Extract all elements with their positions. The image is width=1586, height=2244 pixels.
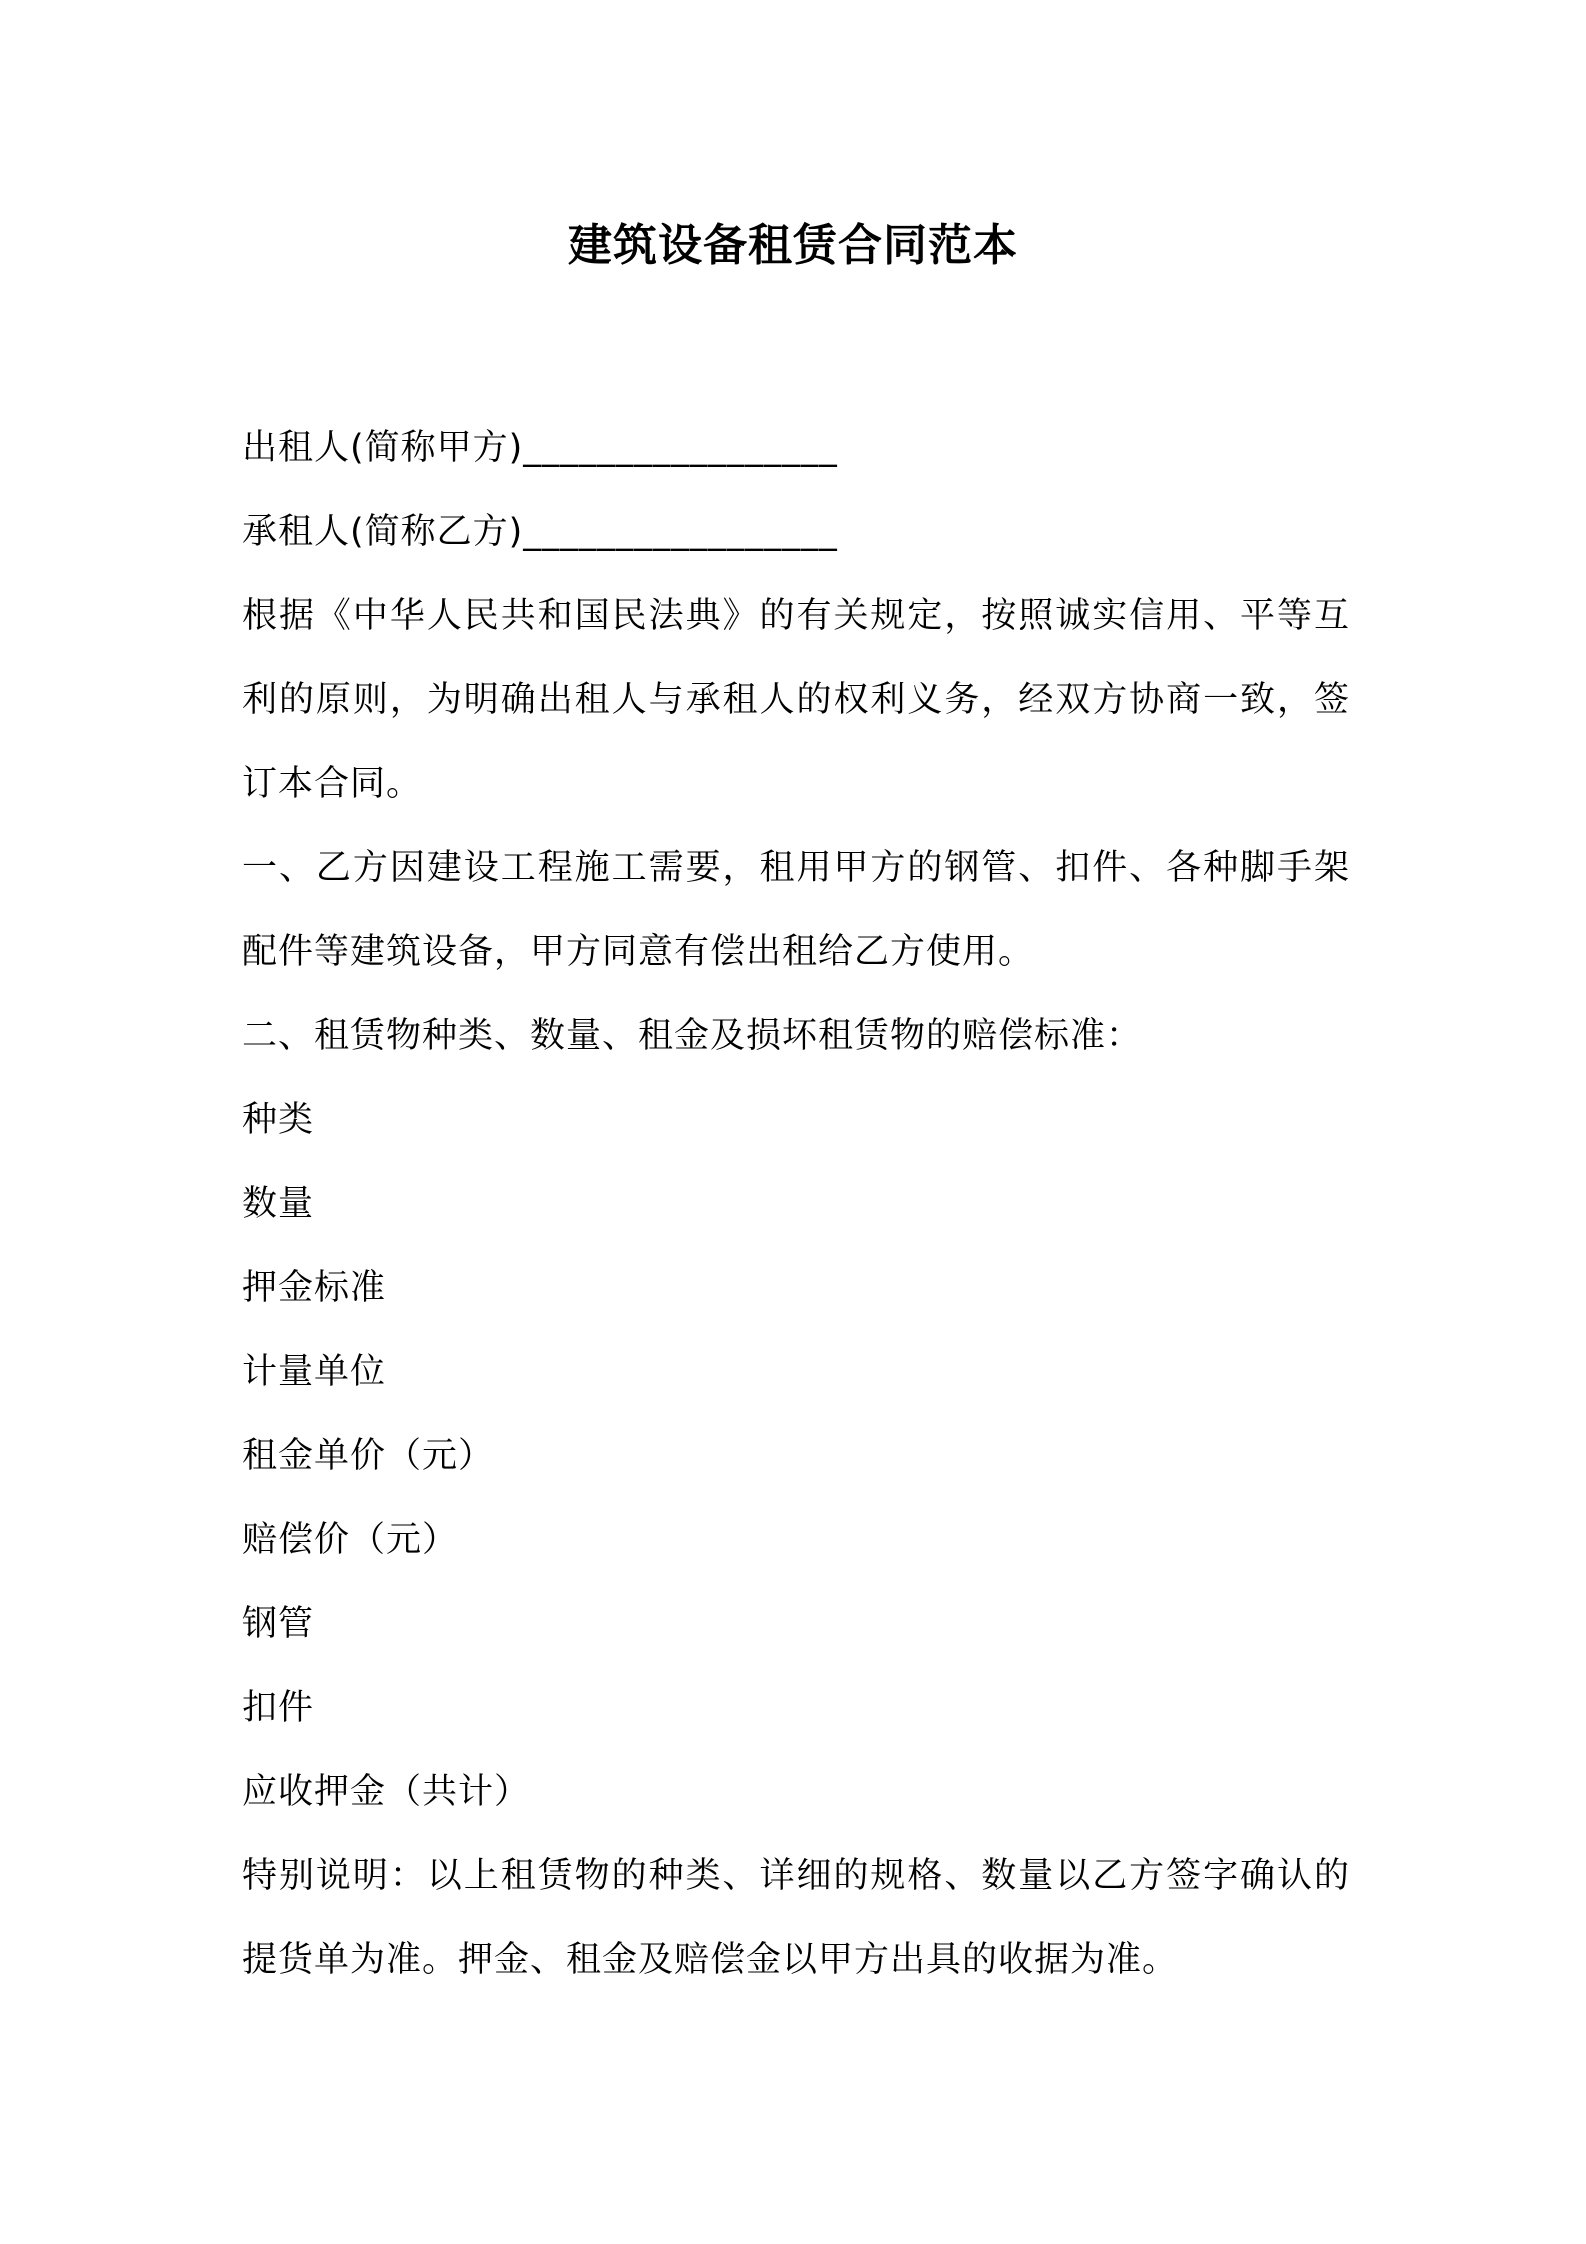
item-unit: 计量单位 [242, 1352, 387, 1392]
item-steel-pipe: 钢管 [242, 1604, 315, 1644]
item-compensation-price: 赔偿价（元） [242, 1520, 459, 1560]
item-fastener: 扣件 [242, 1688, 315, 1728]
item-deposit-standard: 押金标准 [242, 1268, 387, 1308]
document-body [242, 406, 1350, 2002]
clause-1-paragraph: 一、乙方因建设工程施工需要，租用甲方的钢管、扣件、各种脚手架配件等建筑设备，甲方同意有偿出租给乙方使用。 [242, 848, 1350, 972]
item-category: 种类 [242, 1100, 315, 1140]
item-total-deposit: 应收押金（共计） [242, 1772, 531, 1812]
special-note-paragraph: 特别说明：以上租赁物的种类、详细的规格、数量以乙方签字确认的提货单为准。押金、租金及赔偿金以甲方出具的收据为准。 [242, 1856, 1350, 1980]
preamble-paragraph: 根据《中华人民共和国民法典》的有关规定，按照诚实信用、平等互利的原则，为明确出租人与承租人的权利义务，经双方协商一致，签订本合同。 [242, 596, 1350, 804]
document-title: 建筑设备租赁合同范本 [568, 220, 1018, 271]
lessee-line: 承租人(简称乙方)_________________ [242, 512, 838, 552]
item-quantity: 数量 [242, 1184, 315, 1224]
item-rent-price: 租金单价（元） [242, 1436, 495, 1476]
clause-2-heading: 二、租赁物种类、数量、租金及损坏租赁物的赔偿标准： [242, 1016, 1143, 1056]
lessor-line: 出租人(简称甲方)_________________ [242, 428, 838, 468]
